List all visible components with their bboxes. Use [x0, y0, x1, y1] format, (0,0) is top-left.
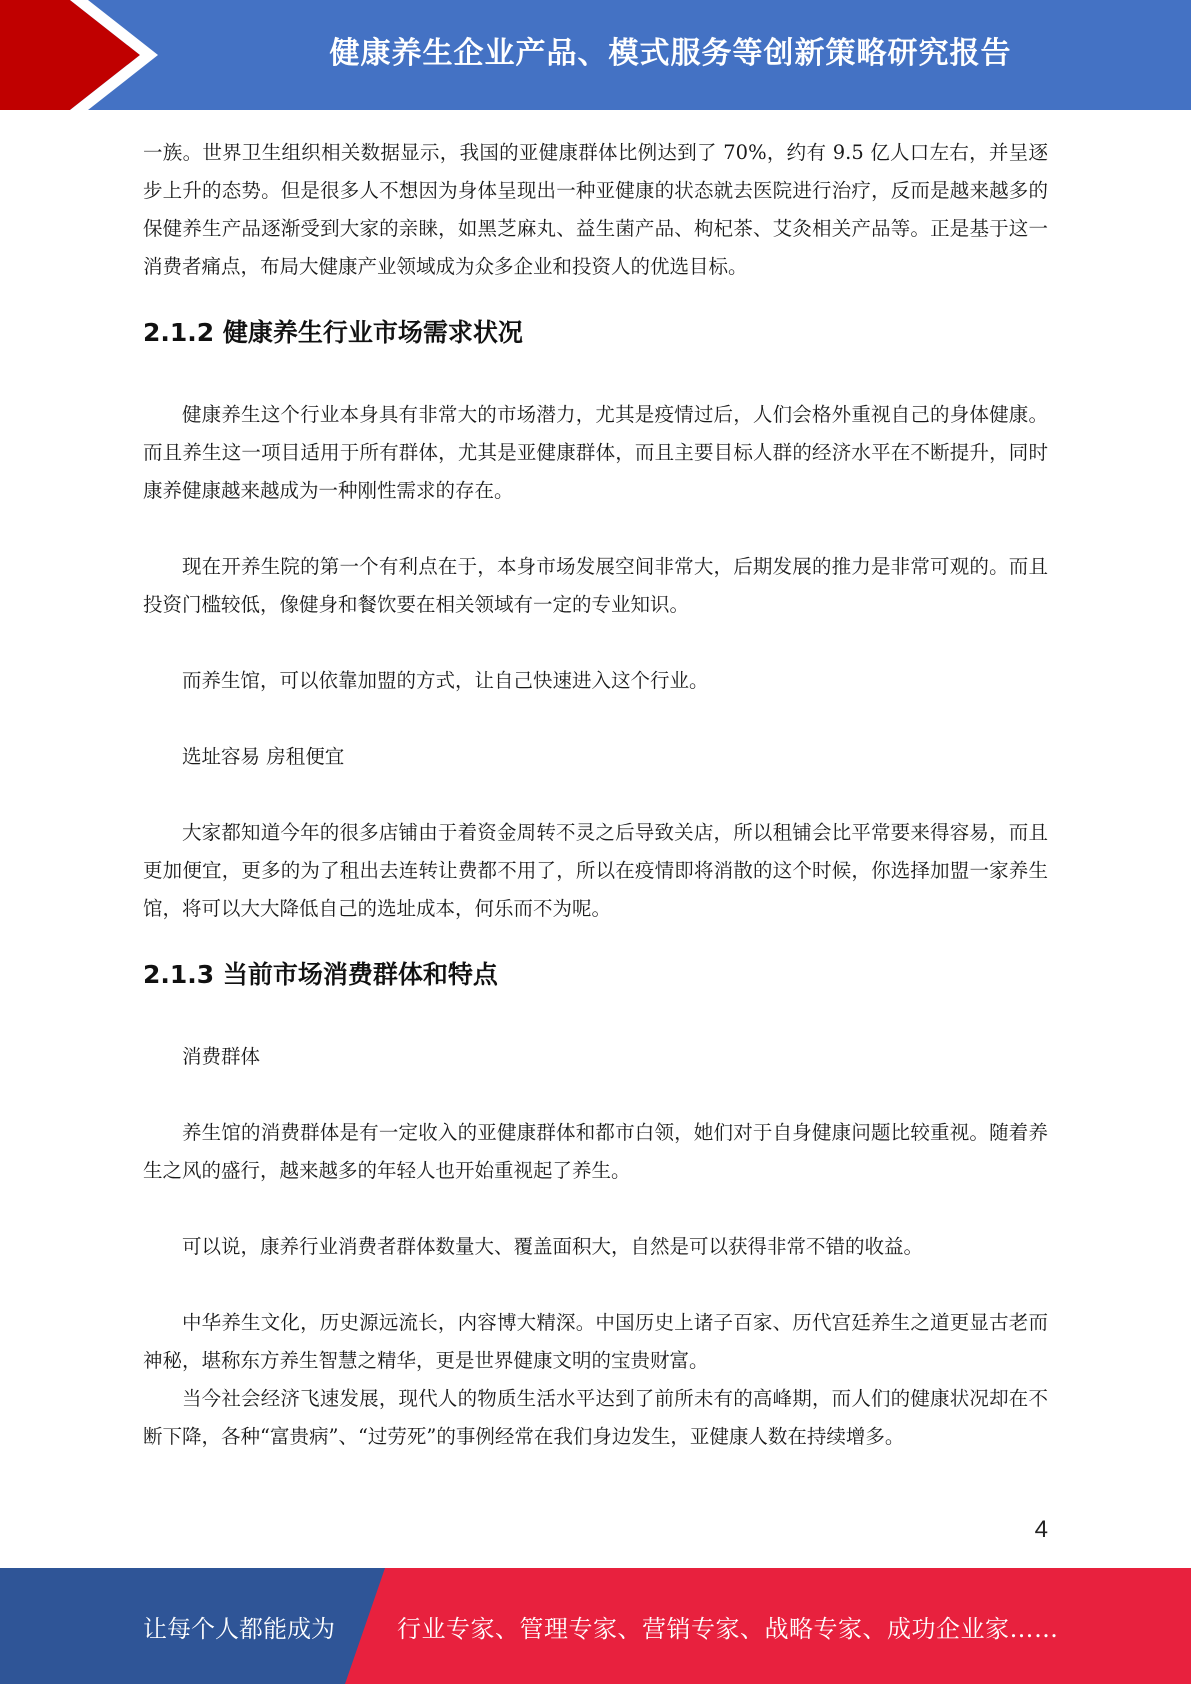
paragraph: 现在开养生院的第一个有利点在于，本身市场发展空间非常大，后期发展的推力是非常可观的。而且投资门槛较低，像健身和餐饮要在相关领域有一定的专业知识。	[143, 555, 1048, 616]
paragraph: 中华养生文化，历史源远流长，内容博大精深。中国历史上诸子百家、历代宫廷养生之道更显古老而神秘，堪称东方养生智慧之精华，更是世界健康文明的宝贵财富。	[143, 1311, 1048, 1372]
header-title: 健康养生企业产品、模式服务等创新策略研究报告	[329, 36, 1012, 71]
paragraph: 大家都知道今年的很多店铺由于着资金周转不灵之后导致关店，所以租铺会比平常要来得容易，而且更加便宜，更多的为了租出去连转让费都不用了，所以在疫情即将消散的这个时候，你选择加盟一家养生馆，将可以大大降低自己的选址成本，何乐而不为呢。	[143, 821, 1048, 920]
section-heading-2-1-2: 2.1.2 健康养生行业市场需求状况	[143, 318, 523, 347]
section-heading-2-1-3: 2.1.3 当前市场消费群体和特点	[143, 960, 498, 989]
intro-paragraph: 一族。世界卫生组织相关数据显示，我国的亚健康群体比例达到了 70%，约有 9.5 亿人口左右，并呈逐步上升的态势。但是很多人不想因为身体呈现出一种亚健康的状态就去医院进行治疗，反而是越来越多的保健养生产品逐渐受到大家的亲睐，如黑芝麻丸、益生菌产品、枸杞茶、艾灸相关产品等。正是基于这一消费者痛点，布局大健康产业领域成为众多企业和投资人的优选目标。	[143, 141, 1048, 278]
footer-slogan-left: 让每个人都能成为	[143, 1614, 335, 1643]
paragraph: 养生馆的消费群体是有一定收入的亚健康群体和都市白领，她们对于自身健康问题比较重视。随着养生之风的盛行，越来越多的年轻人也开始重视起了养生。	[143, 1121, 1048, 1182]
paragraph: 健康养生这个行业本身具有非常大的市场潜力，尤其是疫情过后，人们会格外重视自己的身体健康。而且养生这一项目适用于所有群体，尤其是亚健康群体，而且主要目标人群的经济水平在不断提升，同时康养健康越来越成为一种刚性需求的存在。	[143, 403, 1048, 502]
subheading-paragraph: 消费群体	[182, 1045, 261, 1068]
footer-slogan-right: 行业专家、管理专家、营销专家、战略专家、成功企业家……	[397, 1614, 1059, 1643]
page-number: 4	[1034, 1516, 1048, 1543]
page-header	[0, 0, 1191, 110]
paragraph: 可以说，康养行业消费者群体数量大、覆盖面积大，自然是可以获得非常不错的收益。	[182, 1235, 924, 1258]
document-body	[143, 134, 1048, 1456]
paragraph: 当今社会经济飞速发展，现代人的物质生活水平达到了前所未有的高峰期，而人们的健康状况却在不断下降，各种“富贵病”、“过劳死”的事例经常在我们身边发生，亚健康人数在持续增多。	[143, 1387, 1048, 1448]
paragraph: 而养生馆，可以依靠加盟的方式，让自己快速进入这个行业。	[182, 669, 709, 692]
subheading-paragraph: 选址容易 房租便宜	[182, 745, 345, 768]
page-footer	[0, 1568, 1191, 1684]
